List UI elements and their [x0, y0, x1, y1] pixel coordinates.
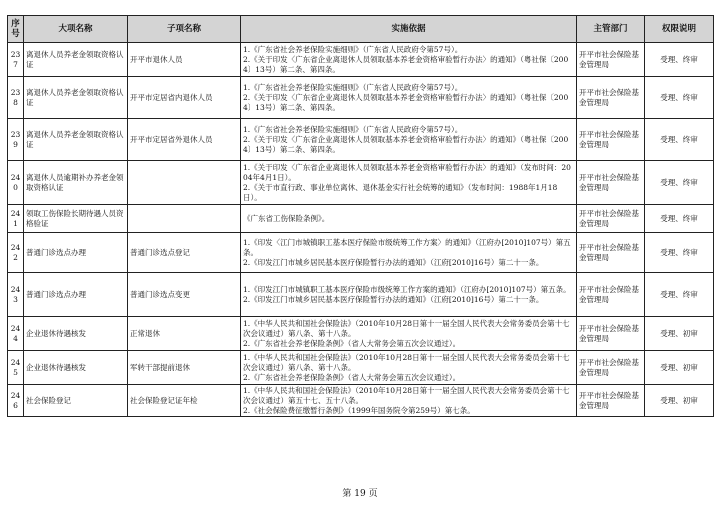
basis-line: 2.《广东省社会养老保险条例》（省人大常务会第五次会议通过）。 [243, 338, 461, 348]
implementation-basis [241, 119, 577, 161]
item-name: 社会保险登记 [24, 385, 128, 417]
department: 开平市社会保险基金管理局 [577, 317, 645, 351]
header-auth: 权限说明 [645, 16, 714, 43]
table-header-row [8, 16, 714, 43]
sub-item-name: 开平市退休人员 [128, 43, 241, 77]
implementation-basis [241, 43, 577, 77]
sub-item-name: 开平市定居省外退休人员 [128, 119, 241, 161]
row-number: 245 [8, 351, 24, 385]
header-basis: 实施依据 [241, 16, 577, 43]
department: 开平市社会保险基金管理局 [577, 205, 645, 233]
authority-note: 受理、终审 [645, 119, 714, 161]
department: 开平市社会保险基金管理局 [577, 233, 645, 273]
item-name: 企业退休待遇核发 [24, 317, 128, 351]
basis-line: 1.《中华人民共和国社会保险法》（2010年10月28日第十一届全国人民代表大会常务委员会第十七次会议通过）第八条、第十八条。 [243, 352, 570, 372]
authority-note: 受理、终审 [645, 77, 714, 119]
authority-note: 受理、初审 [645, 351, 714, 385]
table-row [8, 273, 714, 317]
header-item: 大项名称 [24, 16, 128, 43]
basis-line: 2.《印发江门市城乡居民基本医疗保险暂行办法的通知》（江府[2010]16号）第二十一条。 [243, 294, 544, 304]
basis-line: 2.《社会保险费征缴暂行条例》（1999年国务院令第259号）第七条。 [243, 405, 475, 415]
page-number: 第 19 页 [342, 489, 378, 499]
department: 开平市社会保险基金管理局 [577, 77, 645, 119]
authority-note: 受理、初审 [645, 385, 714, 417]
implementation-basis [241, 385, 577, 417]
row-number: 237 [8, 43, 24, 77]
sub-item-name: 正常退休 [128, 317, 241, 351]
item-name: 离退休人员逾期补办养老金领取资格认证 [24, 161, 128, 205]
row-number: 242 [8, 233, 24, 273]
admin-items-table [7, 15, 714, 417]
sub-item-name: 军转干部提前退休 [128, 351, 241, 385]
basis-line: 1.《中华人民共和国社会保险法》（2010年10月28日第十一届全国人民代表大会常务委员会第十七次会议通过）第五十七、五十八条。 [243, 385, 570, 405]
basis-line: 《广东省工伤保险条例》。 [243, 213, 330, 223]
table-row [8, 77, 714, 119]
sub-item-name: 普通门诊选点登记 [128, 233, 241, 273]
department: 开平市社会保险基金管理局 [577, 273, 645, 317]
authority-note: 受理、初审 [645, 317, 714, 351]
authority-note: 受理、终审 [645, 43, 714, 77]
item-name: 普通门诊选点办理 [24, 273, 128, 317]
item-name: 普通门诊选点办理 [24, 233, 128, 273]
authority-note: 受理、终审 [645, 205, 714, 233]
item-name: 离退休人员养老金领取资格认证 [24, 119, 128, 161]
department: 开平市社会保险基金管理局 [577, 119, 645, 161]
basis-line: 2.《关于印发〈广东省企业离退休人员领取基本养老金资格审验暂行办法〉的通知》（粤社保〔2004〕13号）第二条、第四条。 [243, 54, 569, 74]
header-sub: 子项名称 [128, 16, 241, 43]
sub-item-name: 开平市定居省内退休人员 [128, 77, 241, 119]
authority-note: 受理、终审 [645, 233, 714, 273]
implementation-basis [241, 161, 577, 205]
sub-item-name [128, 205, 241, 233]
authority-note: 受理、终审 [645, 161, 714, 205]
table-row [8, 233, 714, 273]
basis-line: 1.《广东省社会养老保险实施细则》（广东省人民政府令第57号）。 [243, 44, 463, 54]
item-name: 离退休人员养老金领取资格认证 [24, 43, 128, 77]
implementation-basis [241, 233, 577, 273]
basis-line: 1.《印发江门市城镇职工基本医疗保险市级统筹工作方案的通知》（江府办[2010]107号）第五条。 [243, 284, 571, 294]
table-row [8, 385, 714, 417]
implementation-basis [241, 351, 577, 385]
sub-item-name: 社会保险登记证年检 [128, 385, 241, 417]
basis-line: 1.《印发〈江门市城镇职工基本医疗保险市级统筹工作方案〉的通知》（江府办[2010]107号）第五条。 [243, 237, 571, 257]
basis-line: 2.《关于印发〈广东省企业离退休人员领取基本养老金资格审验暂行办法〉的通知》（粤社保〔2004〕13号）第二条、第四条。 [243, 92, 569, 112]
row-number: 238 [8, 77, 24, 119]
department: 开平市社会保险基金管理局 [577, 161, 645, 205]
basis-line: 1.《广东省社会养老保险实施细则》（广东省人民政府令第57号）。 [243, 124, 463, 134]
basis-line: 1.《广东省社会养老保险实施细则》（广东省人民政府令第57号）。 [243, 82, 463, 92]
sub-item-name [128, 161, 241, 205]
table-row [8, 351, 714, 385]
item-name: 领取工伤保险长期待遇人员资格验证 [24, 205, 128, 233]
implementation-basis [241, 77, 577, 119]
implementation-basis [241, 273, 577, 317]
basis-line: 1.《关于印发〈广东省企业离退休人员领取基本养老金资格审验暂行办法〉的通知》（发布时间：2004年4月1日）。 [243, 162, 571, 182]
header-dept: 主管部门 [577, 16, 645, 43]
table-row [8, 205, 714, 233]
implementation-basis [241, 317, 577, 351]
basis-line: 2.《关于市直行政、事业单位离休、退休基金实行社会统筹的通知》（发布时间：1988年1月18日）。 [243, 182, 558, 202]
row-number: 240 [8, 161, 24, 205]
basis-line: 2.《关于印发〈广东省企业离退休人员领取基本养老金资格审验暂行办法〉的通知》（粤社保〔2004〕13号）第二条、第四条。 [243, 134, 569, 154]
row-number: 241 [8, 205, 24, 233]
department: 开平市社会保险基金管理局 [577, 385, 645, 417]
department: 开平市社会保险基金管理局 [577, 43, 645, 77]
basis-line: 1.《中华人民共和国社会保险法》（2010年10月28日第十一届全国人民代表大会常务委员会第十七次会议通过）第八条、第十八条。 [243, 318, 570, 338]
basis-line: 2.《印发江门市城乡居民基本医疗保险暂行办法的通知》（江府[2010]16号）第二十一条。 [243, 257, 544, 267]
row-number: 239 [8, 119, 24, 161]
implementation-basis [241, 205, 577, 233]
row-number: 244 [8, 317, 24, 351]
table-row [8, 119, 714, 161]
sub-item-name: 普通门诊选点变更 [128, 273, 241, 317]
row-number: 246 [8, 385, 24, 417]
department: 开平市社会保险基金管理局 [577, 351, 645, 385]
table-row [8, 43, 714, 77]
authority-note: 受理、终审 [645, 273, 714, 317]
header-no: 序号 [8, 16, 24, 43]
item-name: 离退休人员养老金领取资格认证 [24, 77, 128, 119]
table-row [8, 161, 714, 205]
row-number: 243 [8, 273, 24, 317]
basis-line: 2.《广东省社会养老保险条例》（省人大常务会第五次会议通过）。 [243, 372, 461, 382]
table-row [8, 317, 714, 351]
item-name: 企业退休待遇核发 [24, 351, 128, 385]
